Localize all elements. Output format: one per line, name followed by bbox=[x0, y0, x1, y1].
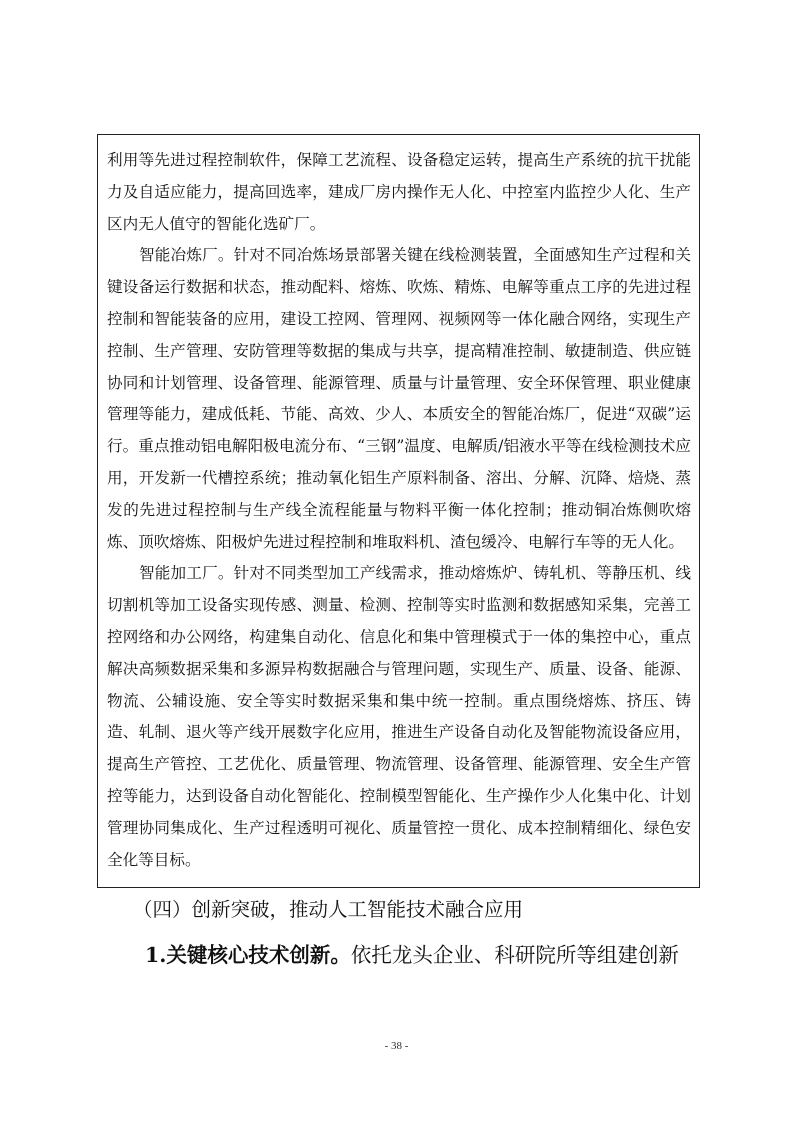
paragraph-text: 依托龙头企业、科研院所等组建创新 bbox=[350, 943, 679, 967]
box-paragraph-smart-smelter: 智能冶炼厂。针对不同冶炼场景部署关键在线检测装置，全面感知生产过程和关键设备运行数据和状态，推动配料、熔炼、吹炼、精炼、电解等重点工序的先进过程控制和智能装备的应用，建设工控网、管理网、视频网等一体化融合网络，实现生产控制、生产管理、安防管理等数据的集成与共享，提高精准控制、敏捷制造、供应链协同和计划管理、设备管理、能源管理、质量与计量管理、安全环保管理、职业健康管理等能力，建成低耗、节能、高效、少人、本质安全的智能冶炼厂，促进“双碳”运行。重点推动铝电解阳极电流分布、“三钢”温度、电解质/铝液水平等在线检测技术应用，开发新一代槽控系统；推动氧化铝生产原料制备、溶出、分解、沉降、焙烧、蒸发的先进过程控制与生产线全流程能量与物料平衡一体化控制；推动铜冶炼侧吹熔炼、顶吹熔炼、阳极炉先进过程控制和堆取料机、渣包缓冷、电解行车等的无人化。 bbox=[107, 246, 691, 551]
bordered-text-box bbox=[97, 134, 700, 888]
page-number: - 38 - bbox=[384, 1040, 409, 1052]
box-paragraph-smart-processing: 智能加工厂。针对不同类型加工产线需求，推动熔炼炉、铸轧机、等静压机、线切割机等加工设备实现传感、测量、检测、控制等实时监测和数据感知采集，完善工控网络和办公网络，构建集自动化、信息化和集中管理模式于一体的集控中心，重点解决高频数据采集和多源异构数据融合与管理问题，实现生产、质量、设备、能源、物流、公辅设施、安全等实时数据采集和集中统一控制。重点围绕熔炼、挤压、铸造、轧制、退火等产线开展数字化应用，推进生产设备自动化及智能物流设备应用，提高生产管控、工艺优化、质量管理、物流管理、设备管理、能源管理、安全生产管控等能力，达到设备自动化智能化、控制模型智能化、生产操作少人化集中化、计划管理协同集成化、生产过程透明可视化、质量管控一贯化、成本控制精细化、绿色安全化等目标。 bbox=[107, 564, 691, 869]
section-heading: （四）创新突破，推动人工智能技术融合应用 bbox=[133, 898, 524, 921]
paragraph-lead-bold: 1.关键核心技术创新。 bbox=[145, 943, 351, 967]
box-paragraph-smart-beneficiation: 利用等先进过程控制软件，保障工艺流程、设备稳定运转，提高生产系统的抗干扰能力及自适应能力，提高回选率，建成厂房内操作无人化、中控室内监控少人化、生产区内无人值守的智能化选矿厂。 bbox=[107, 151, 691, 233]
body-paragraph bbox=[145, 940, 679, 970]
